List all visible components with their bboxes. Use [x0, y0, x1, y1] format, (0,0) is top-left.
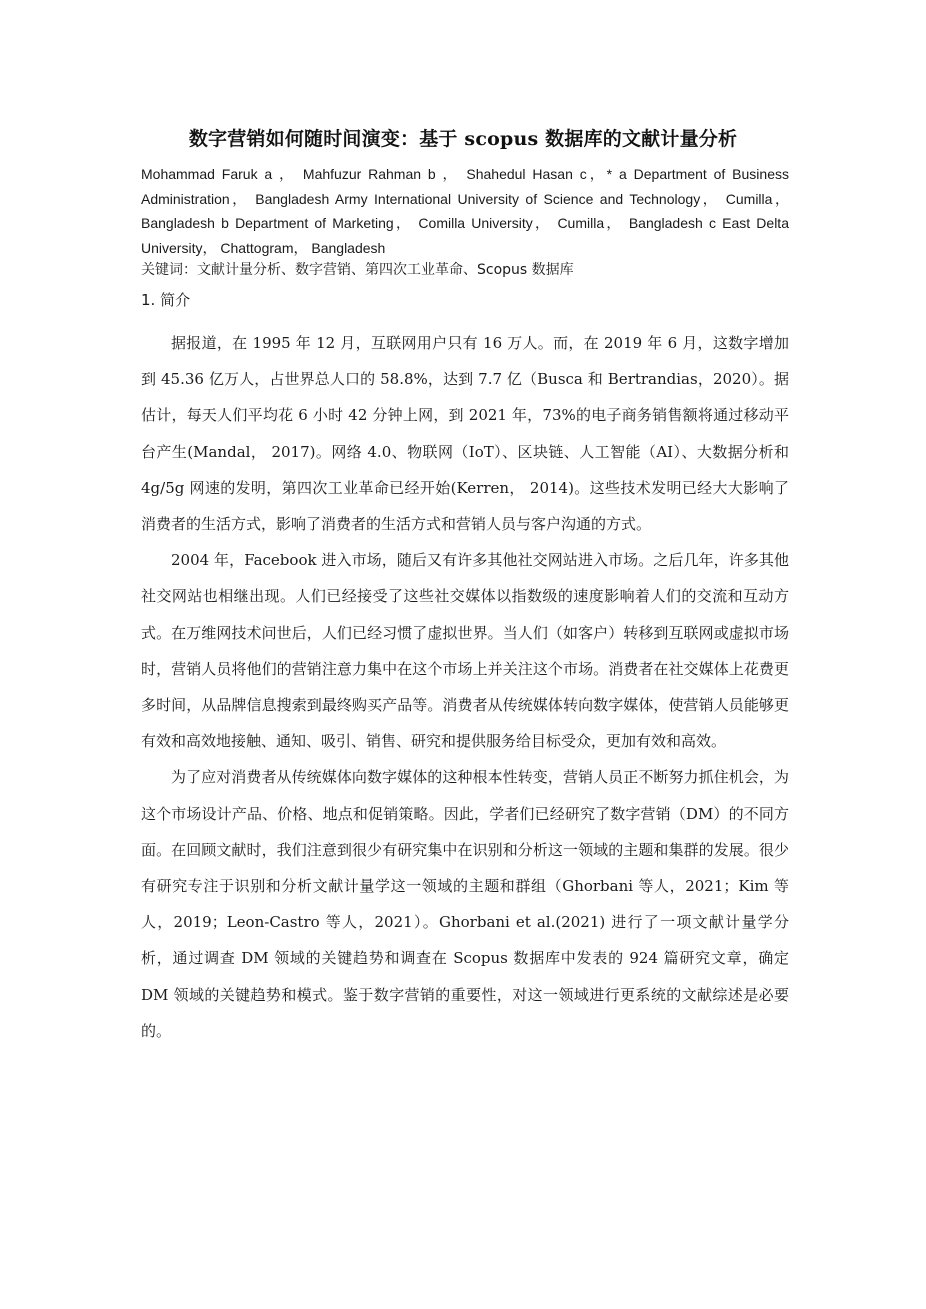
section-heading-introduction: 1. 简介 — [141, 291, 191, 309]
paper-title: 数字营销如何随时间演变：基于 scopus 数据库的文献计量分析 — [188, 128, 738, 150]
paragraph-2: 2004 年，Facebook 进入市场，随后又有许多其他社交网站进入市场。之后几年，许多其他社交网站也相继出现。人们已经接受了这些社交媒体以指数级的速度影响着人们的交流和互动方式。在万维网技术问世后，人们已经习惯了虚拟世界。当人们（如客户）转移到互联网或虚拟市场时，营销人员将他们的营销注意力集中在这个市场上并关注这个市场。消费者在社交媒体上花费更多时间，从品牌信息搜索到最终购买产品等。消费者从传统媒体转向数字媒体，使营销人员能够更有效和高效地接触、通知、吸引、销售、研究和提供服务给目标受众，更加有效和高效。 — [141, 551, 789, 751]
paragraph-1: 据报道，在 1995 年 12 月，互联网用户只有 16 万人。而，在 2019 年 6 月，这数字增加到 45.36 亿万人，占世界总人口的 58.8%，达到 7.7 亿（Busca 和 Bertrandias，2020）。据估计，每天人们平均花 6 小时 42 分钟上网，到 2021 年，73%的电子商务销售额将通过移动平台产生(Mandal， 2017)。网络 4.0、物联网（IoT）、区块链、人工智能（AI）、大数据分析和 4g/5g 网速的发明，第四次工业革命已经开始(Kerren， 2014)。这些技术发明已经大大影响了消费者的生活方式，影响了消费者的生活方式和营销人员与客户沟通的方式。 — [141, 334, 789, 534]
author-affiliations: Mohammad Faruk a ， Mahfuzur Rahman b ， Shahedul Hasan c，* a Department of Business Administration， Bangladesh Army International University of Science and Technology， Cumilla， Bangladesh b Department of Marketing， Comilla University， Cumilla， Bangladesh c East Delta University， Chattogram， Bangladesh — [141, 166, 789, 256]
keywords-line: 关键词：文献计量分析、数字营销、第四次工业革命、Scopus 数据库 — [141, 262, 574, 278]
body-text — [141, 325, 789, 1049]
paragraph-3: 为了应对消费者从传统媒体向数字媒体的这种根本性转变，营销人员正不断努力抓住机会，为这个市场设计产品、价格、地点和促销策略。因此，学者们已经研究了数字营销（DM）的不同方面。在回顾文献时，我们注意到很少有研究集中在识别和分析这一领域的主题和集群的发展。很少有研究专注于识别和分析文献计量学这一领域的主题和群组（Ghorbani 等人，2021；Kim 等人，2019；Leon-Castro 等人，2021）。Ghorbani et al.(2021) 进行了一项文献计量学分析，通过调查 DM 领域的关键趋势和调查在 Scopus 数据库中发表的 924 篇研究文章，确定 DM 领域的关键趋势和模式。鉴于数字营销的重要性，对这一领域进行更系统的文献综述是必要的。 — [141, 768, 789, 1040]
